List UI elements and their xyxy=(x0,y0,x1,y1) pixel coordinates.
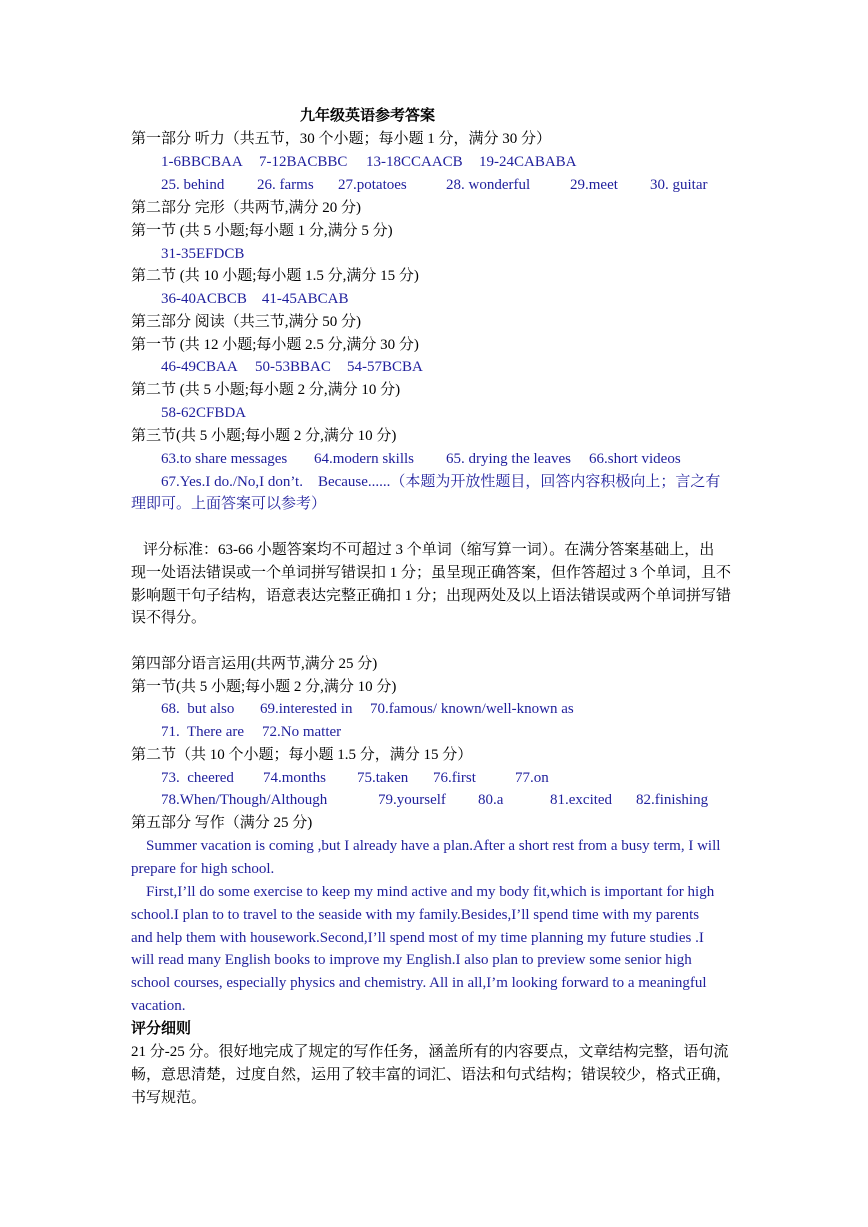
part3-section1-heading: 第一节 (共 12 小题;每小题 2.5 分,满分 30 分) xyxy=(131,337,419,353)
answer-item: 70.famous/ known/well-known as xyxy=(370,701,574,717)
answer-item: 76.first xyxy=(433,770,476,786)
answer-item: 80.a xyxy=(478,792,504,808)
part4-section1-heading: 第一节(共 5 小题;每小题 2 分,满分 10 分) xyxy=(131,679,397,695)
answer-group: 19-24CABABA xyxy=(479,154,577,170)
page-title: 九年级英语参考答案 xyxy=(300,108,436,124)
essay-line: Summer vacation is coming ,but I already have a plan.After a short rest from a busy term, I will xyxy=(146,838,721,854)
answer-item: 29.meet xyxy=(570,177,618,193)
answer-item: 26. farms xyxy=(257,177,314,193)
answer-item: 81.excited xyxy=(550,792,613,808)
essay-line: vacation. xyxy=(131,998,186,1014)
answer-item: 63.to share messages xyxy=(161,451,288,467)
answer-item: 68. but also xyxy=(161,701,235,717)
answer-item: 64.modern skills xyxy=(314,451,414,467)
answer-item: 77.on xyxy=(515,770,549,786)
essay-line: school courses, especially physics and chemistry. All in all,I’m looking forward to a meaningful xyxy=(131,975,707,991)
essay-line: school.I plan to to travel to the seaside with my family.Besides,I’ll spend time with my parents xyxy=(131,907,700,923)
scoring-standard-line: 评分标准：63-66 小题答案均不可超过 3 个单词（缩写算一词）。在满分答案基础上，出 xyxy=(143,542,715,558)
part1-heading: 第一部分 听力（共五节，30 个小题；每小题 1 分，满分 30 分） xyxy=(131,131,552,147)
answer-group: 7-12BACBBC xyxy=(259,154,348,170)
answer-item: 25. behind xyxy=(161,177,225,193)
essay-line: prepare for high school. xyxy=(131,861,275,877)
answer-item: 71. There are xyxy=(161,724,245,740)
part2-section1-heading: 第一节 (共 5 小题;每小题 1 分,满分 5 分) xyxy=(131,223,393,239)
rubric-line: 21 分-25 分。很好地完成了规定的写作任务，涵盖所有的内容要点，文章结构完整，语句流 xyxy=(131,1044,729,1060)
answer-item: 27.potatoes xyxy=(338,177,407,193)
part3-section3-heading: 第三节(共 5 小题;每小题 2 分,满分 10 分) xyxy=(131,428,397,444)
rubric-line: 畅，意思清楚，过度自然，运用了较丰富的词汇、语法和句式结构；错误较少，格式正确， xyxy=(131,1067,732,1083)
answer-group: 46-49CBAA xyxy=(161,359,238,375)
part4-heading: 第四部分语言运用(共两节,满分 25 分) xyxy=(131,656,378,672)
answer-group: 1-6BBCBAA xyxy=(161,154,243,170)
answer-item: 78.When/Though/Although xyxy=(161,792,328,808)
part3-heading: 第三部分 阅读（共三节,满分 50 分) xyxy=(131,314,361,330)
essay-line: will read many English books to improve my English.I also plan to preview some senior high xyxy=(131,952,692,968)
part2-section1-answers: 31-35EFDCB xyxy=(161,246,245,262)
part2-section2-heading: 第二节 (共 10 小题;每小题 1.5 分,满分 15 分) xyxy=(131,268,419,284)
answer-item: 73. cheered xyxy=(161,770,234,786)
scoring-standard-line: 影响题干句子结构，语意表达完整正确扣 1 分；出现两处及以上语法错误或两个单词拼写错 xyxy=(131,588,732,604)
answer-item: 30. guitar xyxy=(650,177,708,193)
answer-item: 66.short videos xyxy=(589,451,681,467)
answer-item: 28. wonderful xyxy=(446,177,531,193)
answer-item: 79.yourself xyxy=(378,792,446,808)
answer-item: 65. drying the leaves xyxy=(446,451,571,467)
answer-group: 50-53BBAC xyxy=(255,359,331,375)
essay-line: and help them with housework.Second,I’ll spend most of my time planning my future studies .I xyxy=(131,930,704,946)
part5-heading: 第五部分 写作（满分 25 分) xyxy=(131,815,313,831)
answer-item: 82.finishing xyxy=(636,792,709,808)
answer-item: 74.months xyxy=(263,770,326,786)
answer-group: 54-57BCBA xyxy=(347,359,423,375)
answer-group: 13-18CCAACB xyxy=(366,154,463,170)
part2-heading: 第二部分 完形（共两节,满分 20 分) xyxy=(131,200,361,216)
part3-section2-answers: 58-62CFBDA xyxy=(161,405,247,421)
answer-item: 75.taken xyxy=(357,770,409,786)
rubric-line: 书写规范。 xyxy=(131,1090,207,1106)
part3-answer-67-note: 理即可。上面答案可以参考） xyxy=(131,496,327,512)
scoring-standard-line: 误不得分。 xyxy=(131,610,207,626)
scoring-standard-line: 现一处语法错误或一个单词拼写错误扣 1 分；虽呈现正确答案，但作答超过 3 个单词，且不 xyxy=(131,565,732,581)
part3-answer-67: 67.Yes.I do./No,I don’t. Because......（本题为开放性题目，回答内容积极向上；言之有 xyxy=(161,474,721,490)
part4-section2-heading: 第二节（共 10 个小题；每小题 1.5 分，满分 15 分） xyxy=(131,747,473,763)
rubric-heading: 评分细则 xyxy=(131,1021,192,1037)
answer-item: 69.interested in xyxy=(260,701,353,717)
part2-section2-answers: 36-40ACBCB 41-45ABCAB xyxy=(161,291,349,307)
answer-item: 72.No matter xyxy=(262,724,342,740)
essay-line: First,I’ll do some exercise to keep my mind active and my body fit,which is important for high xyxy=(146,884,715,900)
part3-section2-heading: 第二节 (共 5 小题;每小题 2 分,满分 10 分) xyxy=(131,382,401,398)
